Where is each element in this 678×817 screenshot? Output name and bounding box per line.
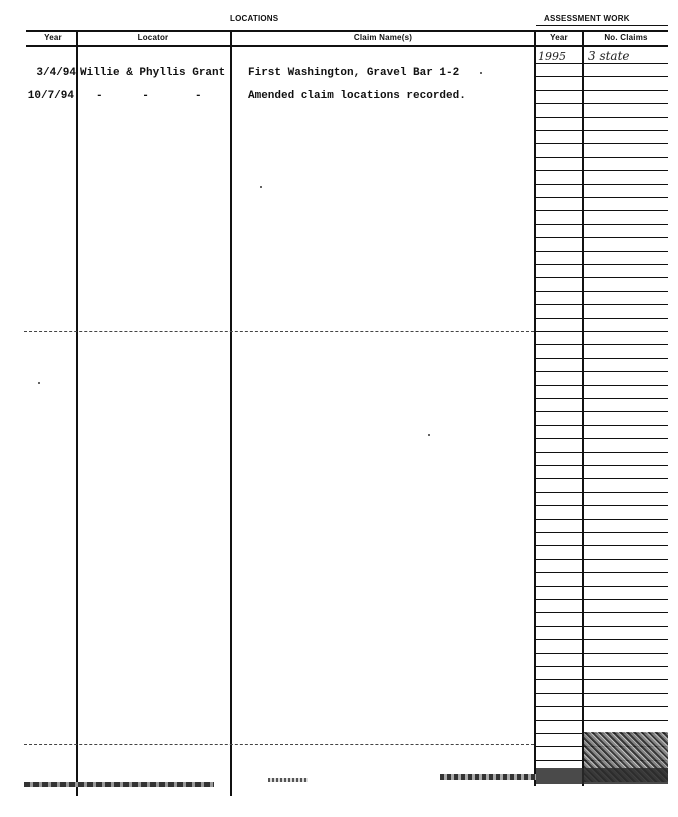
locator-column-header: Locator [137,33,169,42]
scan-speck [260,186,262,188]
assessment-grid-rule [536,130,668,131]
assessment-grid-rule [536,331,668,332]
assessment-grid-rule [536,411,668,412]
scan-fold-line [24,331,534,333]
assessment-grid-rule [536,184,668,185]
entry-claim-name: First Washington, Gravel Bar 1-2 [248,67,460,79]
assessment-grid-rule [536,519,668,520]
assessment-grid-rule [536,385,668,386]
claim-names-column-header: Claim Name(s) [353,33,413,42]
assessment-grid-rule [536,572,668,573]
claims-column-divider [534,31,536,786]
assessment-grid-rule [536,612,668,613]
header-bottom-rule [26,45,668,47]
scan-fold-line [24,744,534,746]
assessment-year-divider [582,31,584,786]
assessment-grid-rule [536,291,668,292]
assessment-grid-rule [536,170,668,171]
locator-column-divider [230,31,232,796]
assessment-grid-rule [536,304,668,305]
header-rule [26,30,668,32]
scan-speck [38,382,40,384]
header-top-rule [536,25,668,26]
assessment-grid-rule [536,358,668,359]
assessment-grid-rule [536,693,668,694]
assessment-grid-rule [536,532,668,533]
assessment-grid-rule [536,599,668,600]
assessment-grid-rule [536,318,668,319]
assessment-grid-rule [536,143,668,144]
assessment-grid-rule [536,706,668,707]
entry-locator: Willie & Phyllis Grant [80,67,226,79]
scan-smudge [24,782,214,787]
assessment-grid-rule [536,117,668,118]
entry-claim-name: Amended claim locations recorded. [248,90,466,102]
assessment-grid-rule [536,478,668,479]
assessment-grid-rule [536,251,668,252]
assessment-grid-rule [536,398,668,399]
assessment-grid-rule [536,103,668,104]
scan-smudge [536,768,668,784]
scan-speck [480,72,482,74]
assessment-grid-rule [536,90,668,91]
assessment-grid-rule [536,344,668,345]
assessment-grid-rule [536,586,668,587]
year-column-header: Year [44,33,62,42]
assessment-year-entry: 1995 [538,50,566,63]
assessment-grid-rule [536,438,668,439]
no-claims-column-header: No. Claims [604,33,648,42]
assessment-grid-rule [536,237,668,238]
entry-year: 10/7/94 [27,90,74,102]
assessment-grid-rule [536,63,668,64]
entry-year: 3/4/94 [36,67,76,79]
assessment-grid-rule [536,425,668,426]
scan-smudge [268,778,308,782]
assessment-grid-rule [536,452,668,453]
assessment-claims-entry: 3 state [588,49,630,63]
assessment-grid-rule [536,224,668,225]
assessment-grid-rule [536,157,668,158]
assessment-year-column-header: Year [550,33,568,42]
scan-smudge [440,774,536,780]
assessment-grid-rule [536,639,668,640]
assessment-grid-rule [536,679,668,680]
assessment-grid-rule [536,559,668,560]
assessment-grid-rule [536,505,668,506]
assessment-work-heading: ASSESSMENT WORK [544,14,630,23]
assessment-grid-rule [536,492,668,493]
locations-heading: LOCATIONS [230,14,279,23]
assessment-grid-rule [536,210,668,211]
scan-speck [428,434,430,436]
assessment-grid-rule [536,76,668,77]
assessment-grid-rule [536,720,668,721]
assessment-grid-rule [536,197,668,198]
assessment-grid-rule [536,666,668,667]
assessment-grid-rule [536,626,668,627]
assessment-grid-rule [536,277,668,278]
year-column-divider [76,31,78,796]
assessment-grid-rule [536,264,668,265]
assessment-grid-rule [536,371,668,372]
entry-locator-ditto: - - - [96,90,202,102]
assessment-grid-rule [536,653,668,654]
assessment-grid-rule [536,465,668,466]
assessment-grid-rule [536,545,668,546]
